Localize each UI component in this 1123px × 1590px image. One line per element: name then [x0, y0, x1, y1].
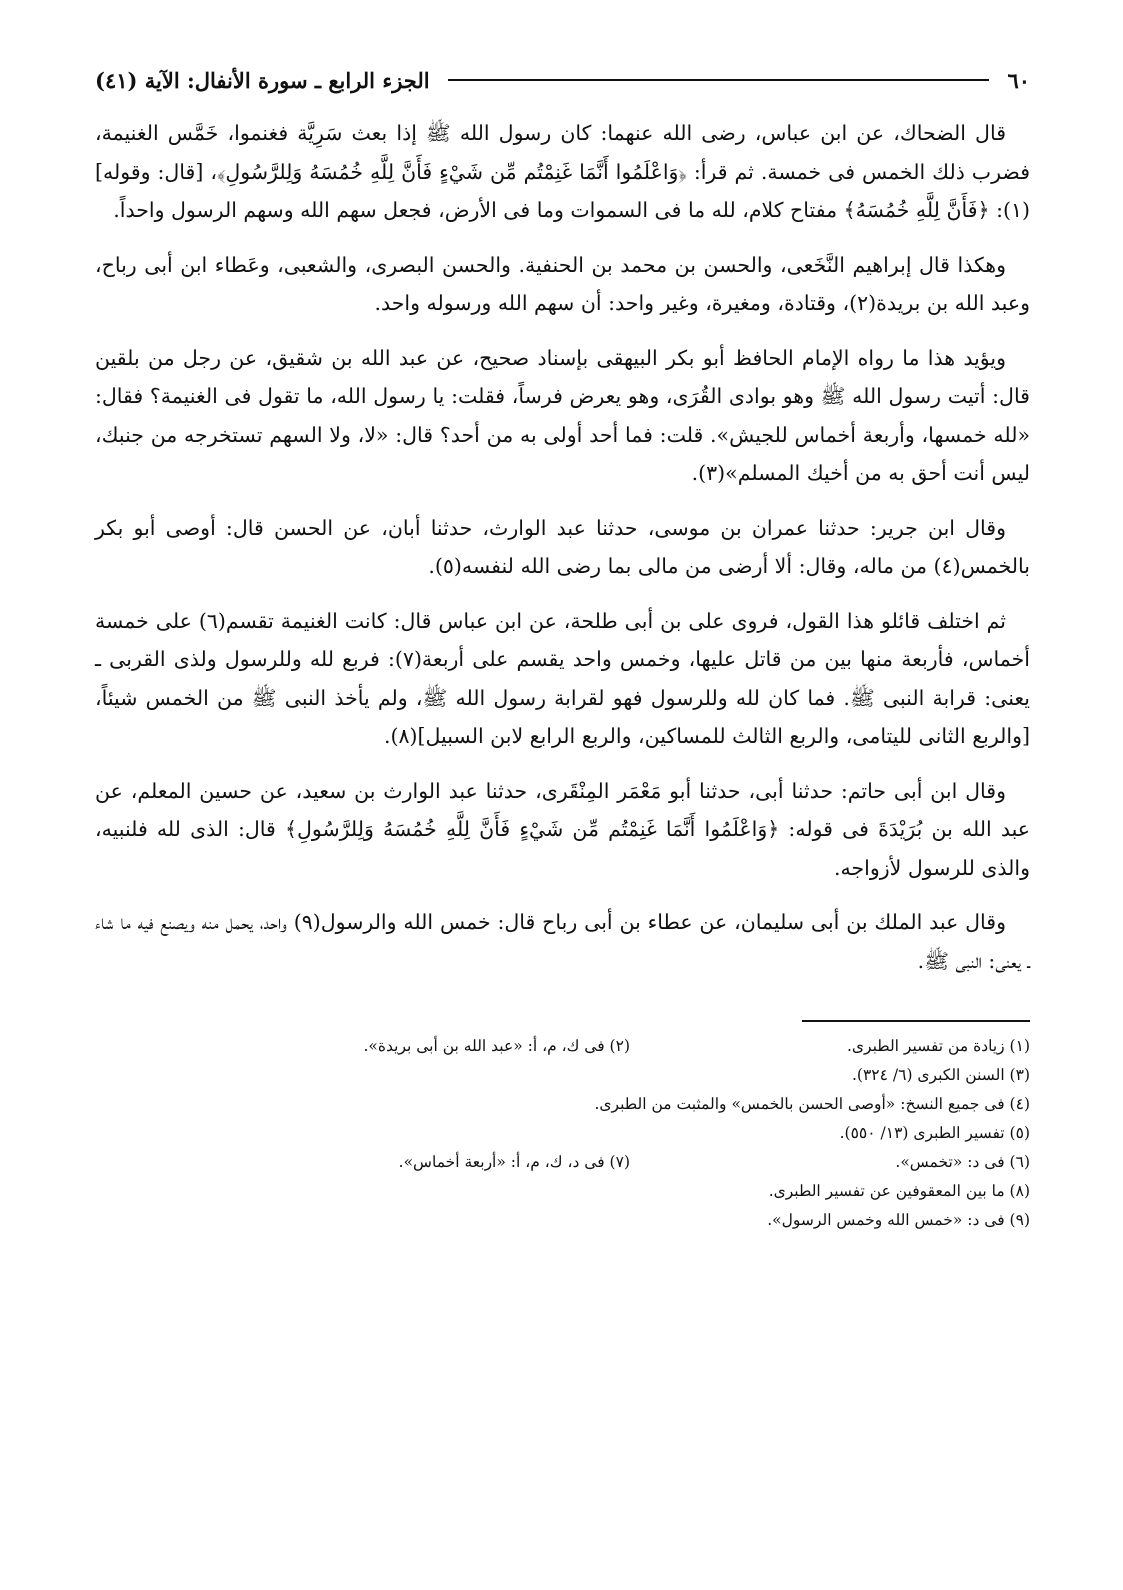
footnote-4: (٤) فى جميع النسخ: «أوصى الحسن بالخمس» والمثبت من الطبرى. [594, 1095, 1030, 1113]
header-rule [448, 79, 990, 81]
footnote-row [95, 1148, 1030, 1177]
paragraph-dahhak: قال الضحاك، عن ابن عباس، رضى الله عنهما: كان رسول الله ﷺ إذا بعث سَرِيَّة فغنموا، خَمَّس الغنيمة، فضرب ذلك الخمس فى خمسة. ثم قرأ: ﴿وَاعْلَمُوا أَنَّمَا غَنِمْتُم مِّن شَيْءٍ فَأَنَّ لِلَّهِ خُمُسَهُ وَلِلرَّسُولِ﴾، [قال: وقوله](١): ﴿فَأَنَّ لِلَّهِ خُمُسَهُ﴾ مفتاح كلام، لله ما فى السموات وما فى الأرض، فجعل سهم الله وسهم الرسول واحداً. [95, 121, 1030, 222]
footnote-3: (٣) السنن الكبرى (٦/ ٣٢٤). [851, 1066, 1030, 1084]
footnote-5: (٥) تفسير الطبرى (١٣/ ٥٥٠). [839, 1124, 1030, 1142]
paragraph-nakhai: وهكذا قال إبراهيم النَّخَعى، والحسن بن محمد بن الحنفية. والحسن البصرى، والشعبى، وعَطاء ابن أبى رباح، وعبد الله بن بريدة(٢)، وقتادة، ومغيرة، وغير واحد: أن سهم الله ورسوله واحد. [95, 252, 1030, 315]
footnote-2: (٢) فى ك، م، أ: «عبد الله بن أبى بريدة». [363, 1037, 630, 1055]
main-text [95, 114, 1030, 980]
book-page [95, 58, 1030, 1235]
footnote-rule [802, 1020, 1030, 1022]
footnote-1: (١) زيادة من تفسير الطبرى. [846, 1037, 1030, 1055]
footnotes [95, 1032, 1030, 1235]
paragraph-ibn-abi-talha: ثم اختلف قائلو هذا القول، فروى على بن أبى طلحة، عن ابن عباس قال: كانت الغنيمة تقسم(٦) على خمسة أخماس، فأربعة منها بين من قاتل عليها، وخمس واحد يقسم على أربعة(٧): فربع لله وللرسول ولذى القربى ـ يعنى: قرابة النبى ﷺ. فما كان لله وللرسول فهو لقرابة رسول الله ﷺ، ولم يأخذ النبى ﷺ من الخمس شيئاً، [والربع الثانى لليتامى، والربع الثالث للمساكين، والربع الرابع لابن السبيل](٨). [95, 608, 1030, 748]
footnote-8: (٨) ما بين المعقوفين عن تفسير الطبرى. [768, 1182, 1030, 1200]
page-number: ٦٠ [1007, 67, 1030, 93]
running-header [95, 58, 1030, 102]
paragraph-bayhaqi: ويؤيد هذا ما رواه الإمام الحافظ أبو بكر البيهقى بإسناد صحيح، عن عبد الله بن شقيق، عن رجل من بلقين قال: أتيت رسول الله ﷺ وهو بوادى القُرَى، وهو يعرض فرساً، فقلت: يا رسول الله، ما تقول فى الغنيمة؟ فقال: «لله خمسها، وأربعة أخماس للجيش». قلت: فما أحد أولى به من أحد؟ قال: «لا، ولا السهم تستخرجه من جنبك، ليس أنت أحق به من أخيك المسلم»(٣). [95, 345, 1030, 485]
footnote-row [95, 1032, 1030, 1061]
footnote-9: (٩) فى د: «خمس الله وخمس الرسول». [767, 1211, 1030, 1229]
paragraph-ibn-jarir: وقال ابن جرير: حدثنا عمران بن موسى، حدثنا عبد الوارث، حدثنا أبان، عن الحسن قال: أوصى أبو بكر بالخمس(٤) من ماله، وقال: ألا أرضى من مالى بما رضى الله لنفسه(٥). [95, 515, 1030, 578]
footnote-6: (٦) فى د: «تخمس». [895, 1153, 1030, 1171]
paragraph-abd-al-malik: وقال عبد الملك بن أبى سليمان، عن عطاء بن أبى رباح قال: خمس الله والرسول(٩) واحد، يحمل منه ويصنع فيه ما شاء ـ يعنى: النبى ﷺ. [95, 910, 1030, 973]
paragraph-ibn-abi-hatim: وقال ابن أبى حاتم: حدثنا أبى، حدثنا أبو مَعْمَر المِنْقَرى، حدثنا عبد الوارث بن سعيد، عن حسين المعلم، عن عبد الله بن بُرَيْدَةَ فى قوله: ﴿وَاعْلَمُوا أَنَّمَا غَنِمْتُم مِّن شَيْءٍ فَأَنَّ لِلَّهِ خُمُسَهُ وَلِلرَّسُولِ﴾ قال: الذى لله فلنبيه، والذى للرسول لأزواجه. [95, 778, 1030, 880]
footnote-7: (٧) فى د، ك، م، أ: «أربعة أخماس». [398, 1153, 630, 1171]
header-title: الجزء الرابع ـ سورة الأنفال: الآية (٤١) [95, 67, 430, 93]
